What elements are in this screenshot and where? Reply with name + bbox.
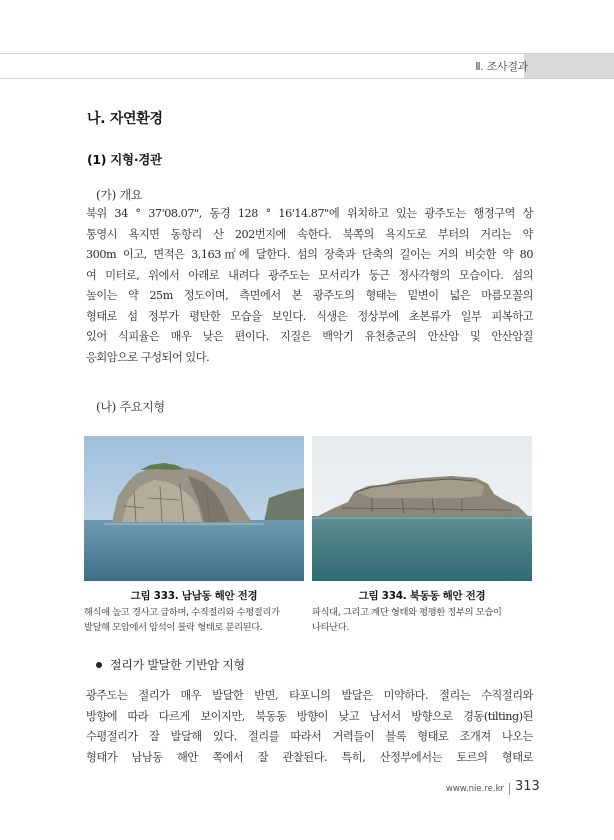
joint-line: 광주도는 절리가 매우 발달한 반면, 타포니의 발달은 미약하다. 절리는 수직절리와 (86, 689, 533, 702)
subsection-title: (1) 지형·경관 (87, 152, 162, 167)
figure-333-desc-line: 해식애 높고 경사고 급하며, 수직절리와 수평절리가 (84, 607, 280, 618)
footer-url[interactable]: www.nie.re.kr (445, 784, 504, 794)
overview-heading: (가) 개요 (96, 188, 143, 202)
header-tab-box (524, 54, 614, 78)
joint-line: 형태가 남남동 해안 쪽에서 잘 관찰된다. 특히, 산정부에서는 토르의 형태로 (86, 750, 533, 764)
joint-paragraph (86, 686, 533, 768)
footer-separator (509, 783, 510, 795)
island-photo-ene (312, 436, 532, 581)
figure-334-desc-line: 파식대, 그리고 계단 형태와 평평한 정부의 모습이 (312, 607, 502, 618)
header-divider (0, 78, 614, 79)
figure-334-description (312, 606, 534, 635)
bullet-icon (96, 662, 102, 668)
figure-333-title: 그림 333. 남남동 해안 전경 (130, 590, 258, 602)
overview-line: 형태로 섬 정부가 평탄한 모습을 보인다. 식생은 정상부에 초본류가 일부 피복하고 (86, 309, 533, 323)
overview-paragraph (86, 204, 533, 368)
joint-heading-text: 절리가 발달한 기반암 지형 (110, 658, 245, 672)
island-photo-sse (84, 436, 304, 581)
overview-line: 북위 34 ° 37'08.07", 동경 128 ° 16'14.87"에 위치하고 있는 광주도는 행정구역 상 (86, 207, 533, 220)
figure-333-description (84, 606, 306, 635)
overview-line: 응회암으로 구성되어 있다. (86, 350, 210, 364)
section-title: 나. 자연환경 (87, 111, 163, 127)
overview-line: 높이는 약 25m 정도이며, 측면에서 본 광주도의 형태는 밑변이 넓은 마름모꼴의 (86, 289, 533, 302)
joint-heading (96, 656, 245, 673)
landforms-heading: (나) 주요지형 (96, 400, 165, 414)
figure-334-title: 그림 334. 북동동 해안 전경 (358, 590, 486, 602)
top-rule (0, 53, 614, 54)
joint-line: 방향에 따라 다르게 보이지만, 북동동 방향이 낮고 남서서 방향으로 경동(tilting)된 (86, 709, 533, 723)
overview-line: 통영시 욕지면 동항리 산 202번지에 속한다. 북쪽의 욕지도로 부터의 거리는 약 (86, 227, 533, 241)
figure-333-desc-line: 발달해 모암에서 암석이 블락 형태로 분리된다. (84, 621, 263, 633)
overview-line: 300m 이고, 면적은 3,163㎡에 달한다. 섬의 장축과 단축의 길이는 거의 비슷한 약 80 (86, 248, 533, 261)
chapter-header: Ⅱ. 조사결과 (475, 60, 528, 73)
joint-line: 수평절리가 잘 발달해 있다. 절리를 따라서 거력들이 블록 형태로 조개져 나오는 (86, 730, 533, 743)
page-number: 313 (515, 779, 540, 794)
overview-line: 있어 식피율은 매우 낮은 편이다. 지질은 백악기 유천층군의 안산암 및 안산암질 (86, 330, 533, 343)
overview-line: 여 미터로, 위에서 아래로 내려다 광주도는 모서리가 둥근 정사각형의 모습이다. 섬의 (86, 268, 533, 282)
figure-334-desc-line: 나타난다. (312, 621, 349, 633)
